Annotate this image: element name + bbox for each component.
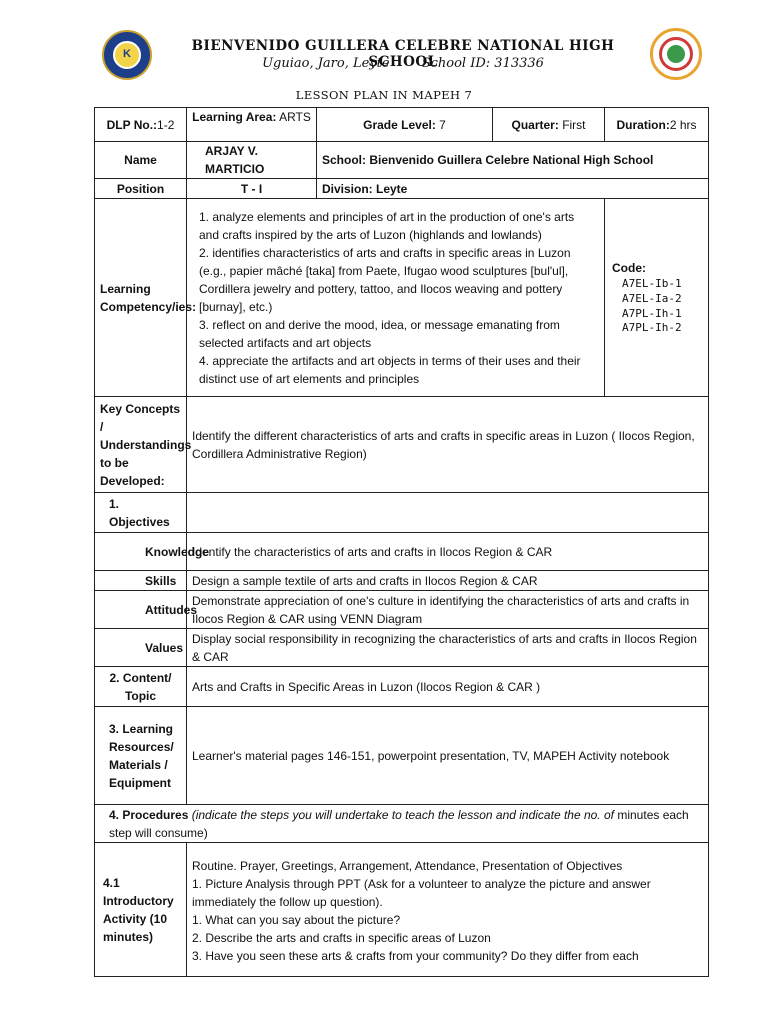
code-cell (605, 199, 709, 397)
position-label: Position (95, 179, 187, 199)
content-label: 2. Content/ Topic (95, 667, 187, 707)
grade-level-cell (317, 108, 493, 142)
duration-cell (605, 108, 709, 142)
grade-level-value: 7 (439, 117, 446, 132)
knowledge-label: Knowledge (95, 533, 187, 571)
skills-row (95, 571, 709, 591)
position-row (95, 179, 709, 199)
knowledge-row (95, 533, 709, 571)
teacher-name: ARJAY V. MARTICIO (187, 142, 317, 179)
key-concepts-text: Identify the different characteristics of arts and crafts in specific areas in Luzon ( Ilocos Region, Cordillera Administrative Region) (187, 397, 709, 493)
competency-item: 3. reflect on and derive the mood, idea, or message emanating from selected artifacts and art objects (199, 317, 560, 350)
info-row (95, 108, 709, 142)
procedures-label: 4. Procedures (109, 807, 189, 822)
intro-line: 1. Picture Analysis through PPT (Ask for a volunteer to analyze the picture and answer immediately the follow up question). (192, 877, 651, 909)
school-name: BIENVENIDO GUILLERA CELEBRE NATIONAL HIGH SCHOOL (191, 38, 615, 70)
values-label: Values (95, 629, 187, 667)
quarter-label: Quarter: (511, 117, 559, 132)
school-field: School: Bienvenido Guillera Celebre National High School (317, 142, 709, 179)
dlp-label: DLP No.: (106, 117, 158, 132)
competency-code: A7EL-Ia-2 (622, 291, 682, 305)
procedures-note: (indicate the steps you will undertake to teach the lesson and indicate the no. of (191, 807, 614, 822)
quarter-value: First (562, 117, 586, 132)
resources-label: 3. Learning Resources/ Materials / Equipment (95, 707, 187, 805)
intro-line: 3. Have you seen these arts & crafts from your community? Do they differ from each (192, 949, 639, 963)
duration-label: Duration: (616, 117, 670, 132)
competency-code: A7PL-Ih-1 (622, 306, 682, 320)
name-row (95, 142, 709, 179)
duration-value: 2 hrs (669, 117, 697, 132)
competency-item: 4. appreciate the artifacts and art objects in terms of their uses and their distinct use of art elements and principles (199, 353, 581, 386)
quarter-cell (493, 108, 605, 142)
attitudes-label: Attitudes (95, 591, 187, 629)
position-value: T - I (187, 179, 317, 199)
resources-row (95, 707, 709, 805)
attitudes-row (95, 591, 709, 629)
learning-area-label: Learning Area: (192, 110, 277, 124)
knowledge-text: Identify the characteristics of arts and crafts in Ilocos Region & CAR (187, 533, 709, 571)
lesson-plan-table (94, 107, 709, 977)
competency-item: 1. analyze elements and principles of art in the production of one's arts and crafts inspired by the arts of Luzon (highlands and lowlands) (199, 209, 575, 242)
key-concepts-row (95, 397, 709, 493)
skills-text: Design a sample textile of arts and crafts in Ilocos Region & CAR (187, 571, 709, 591)
competency-code: A7EL-Ib-1 (622, 276, 682, 290)
intro-activity-row (95, 843, 709, 977)
objectives-label: 1. Objectives (95, 493, 187, 533)
procedures-row (95, 805, 709, 843)
code-list (610, 277, 703, 336)
school-address: Uguiao, Jaro, Leyte (262, 56, 390, 71)
school-address-line (158, 56, 648, 71)
key-concepts-label: Key Concepts / Understandings to be Developed: (95, 397, 187, 493)
intro-activity-label: 4.1 Introductory Activity (10 minutes) (95, 843, 187, 977)
skills-label: Skills (95, 571, 187, 591)
name-label: Name (95, 142, 187, 179)
dlp-value: 1-2 (157, 117, 175, 132)
intro-line: 1. What can you say about the picture? (192, 913, 401, 927)
division-field: Division: Leyte (317, 179, 709, 199)
values-row (95, 629, 709, 667)
competency-item: 2. identifies characteristics of arts and crafts in specific areas in Luzon (e.g., papier mâché [taka] from Paete, Ifugao wood sculptures [bul'ul], Cordillera jewelry and pottery, tattoo, and Ilocos weaving and pottery [burnay], etc.) (199, 245, 571, 314)
competency-row (95, 199, 709, 397)
intro-line: Routine. Prayer, Greetings, Arrangement, Attendance, Presentation of Objectives (192, 859, 623, 873)
resources-text: Learner's material pages 146-151, powerpoint presentation, TV, MAPEH Activity notebook (187, 707, 709, 805)
content-text: Arts and Crafts in Specific Areas in Luzon (Ilocos Region & CAR ) (187, 667, 709, 707)
procedures-cell (95, 805, 709, 843)
school-seal-logo: K (102, 30, 152, 80)
intro-line: 2. Describe the arts and crafts in specific areas of Luzon (192, 931, 491, 945)
intro-activity-text (187, 843, 709, 977)
dlp-cell (95, 108, 187, 142)
content-row (95, 667, 709, 707)
competency-label: Learning Competency/ies: (95, 199, 187, 397)
deped-seal-logo (650, 28, 702, 80)
school-id: School ID: 313336 (421, 56, 544, 71)
objectives-blank (187, 493, 709, 533)
objectives-row (95, 493, 709, 533)
learning-area-cell (187, 108, 317, 142)
values-text: Display social responsibility in recognizing the characteristics of arts and crafts in Ilocos Region & CAR (187, 629, 709, 667)
learning-area-value: ARTS (279, 110, 311, 124)
code-label: Code: (612, 260, 647, 275)
competency-list (187, 199, 605, 397)
competency-code: A7PL-Ih-2 (622, 321, 682, 335)
document-title: LESSON PLAN IN MAPEH 7 (295, 88, 473, 102)
document-header (0, 0, 768, 100)
grade-level-label: Grade Level: (363, 117, 436, 132)
attitudes-text: Demonstrate appreciation of one's culture in identifying the characteristics of arts and crafts in Ilocos Region & CAR using VENN Diagram (187, 591, 709, 629)
procedures-note-tail: minutes each step will consume) (109, 807, 689, 840)
